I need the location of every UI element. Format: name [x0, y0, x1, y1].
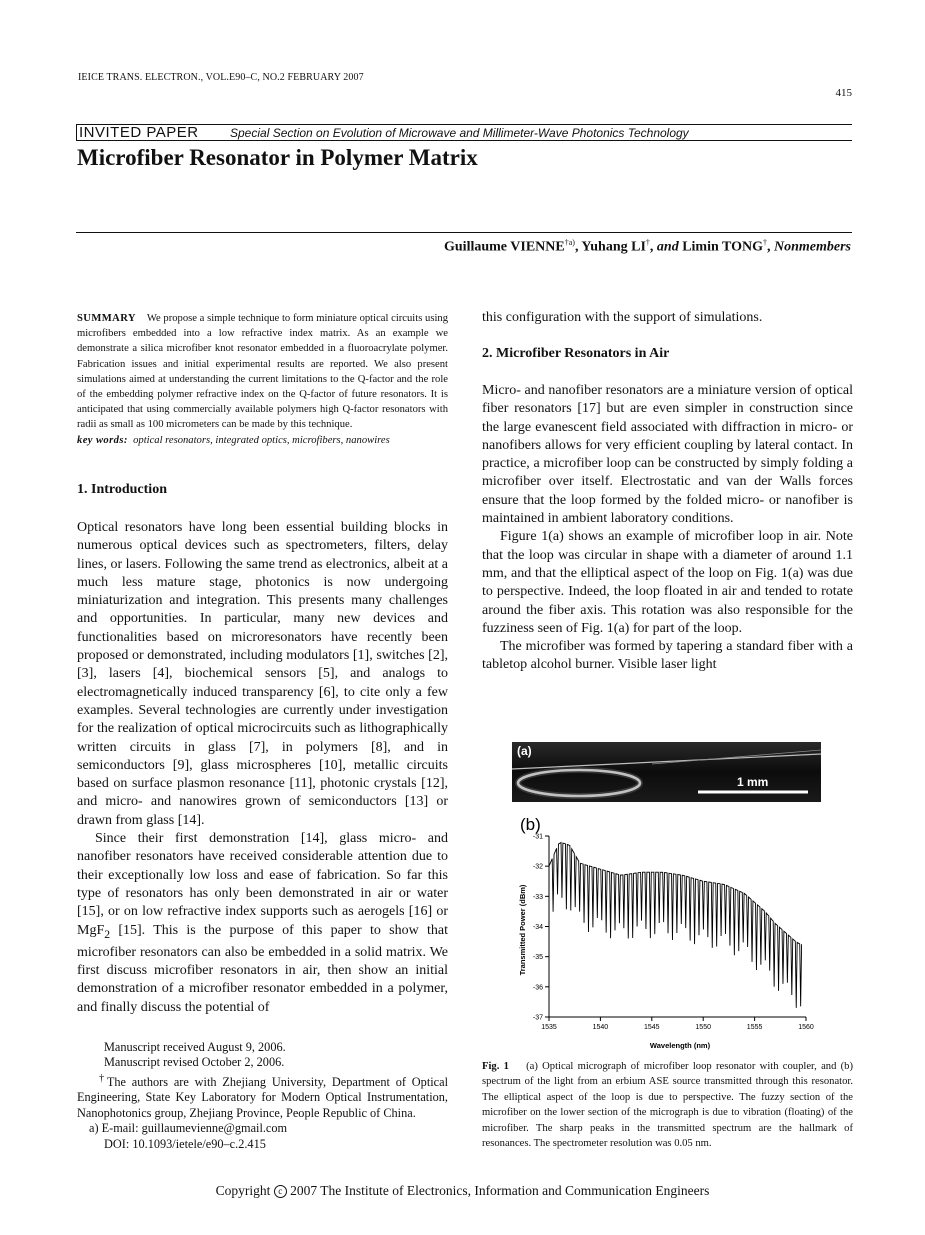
y-tick-label: -37	[532, 1014, 543, 1022]
footnote-revised: Manuscript revised October 2, 2006.	[104, 1055, 285, 1070]
panel-a-label: (a)	[517, 744, 532, 758]
figure-caption	[482, 1059, 853, 1151]
author-3-mark: †	[763, 238, 767, 247]
x-axis-label: Wavelength (nm)	[649, 1041, 711, 1050]
x-tick-label: 1540	[592, 1024, 609, 1031]
paragraph: Optical resonators have long been essential building blocks in numerous optical devices such as spectrometers, filters, delay lines, or lasers. Following the same trend as electronics, albeit at a much less mature stage, photonics is now undergoing miniaturization and integration. This presents many challenges and opportunities. In particular, many new devices and functionalities based on microresonators have recently been proposed or demonstrated, including modulators [1], switches [2], [3], lasers [4], biochemical sensors [5], and analogs to electromagnetically induced transparency [6], to cite only a few examples. Several technologies are currently under investigation for the realization of optical microcircuits such as lithographically written circuits in glass [7], in polymers [8], and in semiconductors [9], glass microspheres [10], metallic circuits based on surface plasmon resonance [11], photonic crystals [12], and micro- and nanowires grown of semiconductors [13] or drawn from glass [14].	[77, 520, 448, 828]
plot-layer	[533, 834, 814, 1032]
special-section: Special Section on Evolution of Microwave and Millimeter-Wave Photonics Technology	[230, 126, 689, 140]
continued-text: this configuration with the support of simulations.	[482, 310, 763, 325]
caption-label: Fig. 1	[482, 1061, 509, 1072]
panel-b-label: (b)	[520, 815, 541, 834]
paragraph: The microfiber was formed by tapering a standard fiber with a tabletop alcohol burner. Visible laser light	[482, 639, 853, 673]
paper-title: Microfiber Resonator in Polymer Matrix	[77, 145, 478, 170]
author-2: Yuhang LI	[581, 239, 646, 255]
category-text: INVITED PAPER	[79, 124, 199, 141]
y-tick-label: -31	[532, 833, 543, 841]
copyright-text: 2007 The Institute of Electronics, Information and Communication Engineers	[286, 1183, 710, 1198]
paragraph-part: [15]. This is the purpose of this paper to show that microfiber resonators can also be embedded in a solid matrix. We first discuss microfiber resonators in air, then show an initial demonstration of a microfiber resonator embedded in a polymer, and finally discuss the potential of	[77, 922, 448, 1015]
author-1-mark: †a)	[564, 238, 575, 247]
y-axis-label: Transmitted Power (dBm)	[518, 884, 527, 976]
summary-text: We propose a simple technique to form miniature optical circuits using microfibers embedded into a low refractive index matrix. As an example we demonstrate a silica microfiber knot resonator embedded in a fluoroacrylate polymer. Fabrication issues and initial experimental results are reported. We also present simulations aimed at understanding the current limitations to the Q-factor and the role of the embedding polymer refractive index on the Q-factor of future resonators. It is anticipated that using commercially available polymers high Q-factor resonators with radii as small as 100 micrometers can be made by this technique.	[77, 313, 448, 431]
copyright-line	[0, 1183, 925, 1199]
author-3: Limin TONG	[678, 239, 763, 255]
figure-1b-chart	[508, 810, 828, 1055]
section-1-heading: 1. Introduction	[77, 482, 167, 497]
footnote-doi: DOI: 10.1093/ietele/e90–c.2.415	[104, 1136, 266, 1151]
footnote-received: Manuscript received August 9, 2006.	[104, 1040, 286, 1054]
y-tick-label: -32	[532, 863, 543, 871]
footnotes	[77, 1040, 448, 1152]
author-sep: ,	[767, 239, 774, 255]
membership: Nonmembers	[774, 239, 851, 255]
micrograph-image	[512, 742, 821, 802]
abstract	[77, 311, 448, 448]
x-tick-label: 1550	[695, 1024, 711, 1031]
scale-bar-label: 1 mm	[737, 775, 769, 789]
footnote-affiliation	[77, 1071, 448, 1121]
x-tick-label: 1535	[541, 1024, 557, 1031]
y-tick-label: -34	[532, 924, 543, 931]
y-tick-label: -35	[532, 954, 543, 962]
page-number: 415	[835, 87, 852, 99]
author-list	[444, 238, 851, 256]
y-tick-label: -33	[532, 893, 543, 901]
author-1: Guillaume VIENNE	[444, 239, 565, 255]
paragraph: Figure 1(a) shows an example of microfiber loop in air. Note that the loop was circular in shape with a diameter of around 1.1 mm, and that the elliptical aspect of the loop on Fig. 1(a) was due to perspective. Indeed, the loop floated in air and tended to rotate around the fiber axis. This rotation was also responsible for the fuzziness seen of Fig. 1(a) for part of the loop.	[482, 529, 853, 636]
author-sep: ,	[649, 239, 657, 255]
x-tick-label: 1555	[746, 1024, 763, 1031]
footnote-email: a) E-mail: guillaumevienne@gmail.com	[89, 1121, 288, 1136]
copyright-pre: Copyright	[215, 1183, 274, 1198]
invited-paper-label	[76, 124, 202, 139]
section-1-body	[77, 519, 448, 1017]
x-tick-label: 1545	[644, 1024, 660, 1031]
paragraph-part: Since their first demonstration [14], glass micro- and nanofiber resonators have received considerable attention due to their exceptionally low loss and ease of fabrication. So far this type of resonators has only been demonstrated in air or water [15], or on low refractive index supports such as aerogels [16] or MgF	[77, 831, 448, 938]
subscript: 2	[104, 927, 111, 941]
y-tick-label: -36	[532, 984, 543, 992]
figure-1a-micrograph	[512, 742, 821, 802]
affiliation-mark: †	[99, 1072, 107, 1084]
x-tick-label: 1560	[798, 1024, 814, 1031]
author-2-mark: †	[645, 238, 650, 247]
spectrum-series	[549, 843, 802, 1008]
summary-label: SUMMARY	[77, 313, 136, 324]
affiliation-text: The authors are with Zhejiang University, Department of Optical Engineering, State Key Laboratory for Modern Optical Instrumentation, Nanophotonics group, Zhejiang Province, People Republic of China.	[77, 1074, 448, 1120]
section-2-body	[482, 382, 853, 675]
paragraph: Micro- and nanofiber resonators are a miniature version of optical fiber resonators [17] but are even simpler in construction since the large evanescent field associated with diffraction in micro- or nanofibers allows for very efficient coupling by lateral contact. In practice, a microfiber loop can be constructed by simply folding a microfiber over itself. Electrostatic and van der Walls forces ensure that the loop formed by the folded micro- or nanofiber is maintained in ambient laboratory conditions.	[482, 383, 853, 527]
journal-header: IEICE TRANS. ELECTRON., VOL.E90–C, NO.2 FEBRUARY 2007	[78, 72, 364, 83]
caption-text: (a) Optical micrograph of microfiber loop resonator with coupler, and (b) spectrum of the light from an erbium ASE source transmitted through this resonator. The elliptical aspect of the loop is due to perspective. The fuzzy section of the microfiber on the lower section of the micrograph is due to vibration (floating) of the microfiber. The sharp peaks in the transmitted spectrum are the hallmark of resonances. The spectrometer resolution was 0.05 nm.	[482, 1061, 854, 1150]
keywords: optical resonators, integrated optics, microfibers, nanowires	[133, 434, 390, 446]
keywords-label: key words:	[77, 434, 128, 446]
paragraph	[77, 830, 448, 1017]
author-sep: ,	[574, 239, 582, 255]
author-and: and	[656, 239, 679, 255]
copyright-icon: c	[274, 1185, 287, 1198]
title-rule	[76, 232, 852, 233]
spectrum-chart	[508, 810, 828, 1055]
section-2-heading: 2. Microfiber Resonators in Air	[482, 346, 670, 361]
